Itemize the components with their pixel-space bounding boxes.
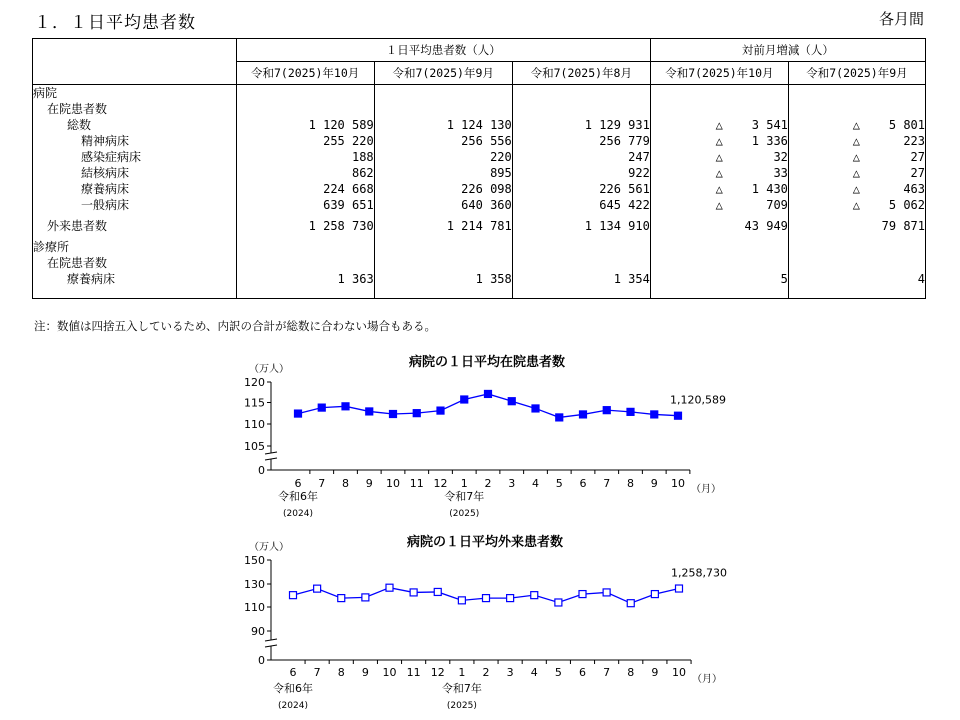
table-cell: △ 709 xyxy=(715,198,788,212)
era-year-label: (2025) xyxy=(449,509,480,519)
column-header: 令和7(2025)年8月 xyxy=(512,62,650,85)
x-tick-label: 7 xyxy=(603,666,611,679)
y-axis-label: （万人） xyxy=(249,364,289,375)
x-tick-label: 1 xyxy=(460,477,468,490)
data-point xyxy=(314,585,321,592)
data-point xyxy=(651,411,658,418)
x-tick-label: 9 xyxy=(365,477,373,490)
row-label: 在院患者数 xyxy=(47,102,108,116)
x-tick-label: 6 xyxy=(289,666,297,679)
y-axis-label: （万人） xyxy=(249,542,289,553)
table-cell: △ 463 xyxy=(852,182,925,196)
data-point xyxy=(366,408,373,415)
row-label: 療養病床 xyxy=(81,182,130,196)
table-cell: 220 xyxy=(490,150,512,164)
data-point xyxy=(483,595,490,602)
group-header-daily: １日平均患者数（人） xyxy=(236,39,650,62)
table-cell: △ 5 062 xyxy=(852,198,925,212)
x-tick-label: 12 xyxy=(433,477,448,490)
data-point xyxy=(676,585,683,592)
x-tick-label: 10 xyxy=(382,666,397,679)
x-tick-label: 8 xyxy=(342,477,349,490)
data-point xyxy=(485,390,492,397)
table-cell: 247 xyxy=(628,150,650,164)
y-tick-label: 90 xyxy=(251,625,265,638)
x-tick-label: 7 xyxy=(603,477,611,490)
x-tick-label: 1 xyxy=(458,666,466,679)
x-tick-label: 7 xyxy=(313,666,321,679)
table-cell: 1 120 589 xyxy=(308,118,374,132)
row-label: 一般病床 xyxy=(81,198,130,212)
table-cell: 1 124 130 xyxy=(446,118,512,132)
x-tick-label: 6 xyxy=(294,477,302,490)
table-cell: 862 xyxy=(351,166,374,180)
y-tick-label: 120 xyxy=(244,376,265,389)
data-point xyxy=(532,405,539,412)
x-tick-label: 3 xyxy=(508,477,516,490)
chart-title: 病院の１日平均外来患者数 xyxy=(406,535,564,550)
row-label: 診療所 xyxy=(33,240,70,254)
row-label: 療養病床 xyxy=(67,272,116,286)
x-tick-label: 9 xyxy=(650,477,658,490)
era-label: 令和7年 xyxy=(441,682,482,695)
table-cell: 256 779 xyxy=(599,134,650,148)
data-point xyxy=(461,396,468,403)
column-header: 令和7(2025)年9月 xyxy=(374,62,512,85)
footnote: 注：数値は四捨五入しているため、内訳の合計が総数に合わない場合もある。 xyxy=(34,319,437,333)
data-point xyxy=(390,411,397,418)
table-cell: 1 363 xyxy=(337,272,374,286)
table-cell: △ 27 xyxy=(852,166,925,180)
table-cell: 226 098 xyxy=(461,182,512,196)
data-point xyxy=(290,592,297,599)
data-point xyxy=(556,414,563,421)
table-cell: △ 5 801 xyxy=(852,118,925,132)
data-point xyxy=(338,595,345,602)
table-cell: 188 xyxy=(351,150,374,164)
x-tick-label: 10 xyxy=(672,666,686,679)
y-tick-label: 110 xyxy=(244,418,265,431)
column-header: 令和7(2025)年9月 xyxy=(788,62,925,85)
table-cell: 4 xyxy=(917,272,925,286)
y-tick-label: 0 xyxy=(258,464,265,477)
table-cell: 255 220 xyxy=(323,134,374,148)
x-axis-label: （月） xyxy=(692,674,722,685)
era-year-label: (2024) xyxy=(283,509,313,519)
x-tick-label: 2 xyxy=(484,477,492,490)
table-cell: 43 949 xyxy=(744,219,788,233)
x-tick-label: 2 xyxy=(482,666,490,679)
data-point xyxy=(410,589,417,596)
table-cell: △ 27 xyxy=(852,150,925,164)
x-tick-label: 6 xyxy=(579,477,587,490)
page-title: １．１日平均患者数 xyxy=(34,13,196,33)
table-cell: 5 xyxy=(780,272,788,286)
data-point xyxy=(651,591,658,598)
last-value-label: 1,120,589 xyxy=(670,393,726,407)
x-tick-label: 5 xyxy=(555,477,563,490)
era-year-label: (2024) xyxy=(278,701,308,711)
data-point xyxy=(362,594,369,601)
data-point xyxy=(580,411,587,418)
row-label: 結核病床 xyxy=(81,166,130,180)
column-header: 令和7(2025)年10月 xyxy=(650,62,788,85)
x-axis-label: （月） xyxy=(691,484,721,495)
table-cell: 256 556 xyxy=(461,134,512,148)
table-cell: 1 354 xyxy=(613,272,650,286)
y-tick-label: 130 xyxy=(244,578,265,591)
y-tick-label: 105 xyxy=(244,440,265,453)
row-label: 病院 xyxy=(33,86,58,100)
table-cell: 1 129 931 xyxy=(584,118,650,132)
column-header: 令和7(2025)年10月 xyxy=(236,62,374,85)
data-point xyxy=(555,599,562,606)
row-label: 外来患者数 xyxy=(47,219,108,233)
data-point xyxy=(603,589,610,596)
table-cell: 895 xyxy=(490,166,512,180)
data-point xyxy=(508,398,515,405)
period-label: 各月間 xyxy=(878,10,924,28)
table-cell: 640 360 xyxy=(461,198,512,212)
data-point xyxy=(627,600,634,607)
data-point xyxy=(627,408,634,415)
data-point xyxy=(434,588,441,595)
era-year-label: (2025) xyxy=(446,701,477,711)
x-tick-label: 7 xyxy=(318,477,326,490)
table-cell: △ 1 336 xyxy=(715,134,788,148)
group-header-change: 対前月増減（人） xyxy=(650,39,925,62)
data-point xyxy=(318,404,325,411)
x-tick-label: 5 xyxy=(554,666,562,679)
x-tick-label: 8 xyxy=(627,666,635,679)
table-cell: 79 871 xyxy=(881,219,925,233)
x-tick-label: 8 xyxy=(337,666,345,679)
x-tick-label: 8 xyxy=(627,477,634,490)
table-cell: △ 223 xyxy=(852,134,925,148)
row-label: 感染症病床 xyxy=(81,150,142,164)
data-point xyxy=(342,403,349,410)
table-cell: △ 32 xyxy=(715,150,788,164)
era-label: 令和7年 xyxy=(444,490,485,503)
x-tick-label: 9 xyxy=(651,666,659,679)
y-tick-label: 115 xyxy=(244,396,265,410)
x-tick-label: 9 xyxy=(361,666,369,679)
data-point xyxy=(413,410,420,417)
x-tick-label: 4 xyxy=(532,477,539,490)
x-tick-label: 6 xyxy=(579,666,586,679)
table-cell: 226 561 xyxy=(599,182,650,196)
data-point xyxy=(386,584,393,591)
table-cell: 1 258 730 xyxy=(308,219,374,233)
data-point xyxy=(458,597,465,604)
table-cell: 224 668 xyxy=(323,182,374,196)
x-tick-label: 10 xyxy=(671,477,685,490)
table-cell: △ 3 541 xyxy=(715,118,788,132)
data-point xyxy=(437,407,444,414)
table-cell: 1 134 910 xyxy=(584,219,650,233)
last-value-label: 1,258,730 xyxy=(671,566,727,580)
row-label: 精神病床 xyxy=(81,134,130,148)
table-cell: △ 1 430 xyxy=(715,182,788,196)
table-cell: 645 422 xyxy=(599,198,650,212)
row-label: 総数 xyxy=(67,118,92,132)
chart-title: 病院の１日平均在院患者数 xyxy=(408,355,566,370)
table-cell: 1 214 781 xyxy=(446,219,512,233)
table-cell: 922 xyxy=(628,166,650,180)
data-point xyxy=(507,595,514,602)
data-point xyxy=(531,592,538,599)
x-tick-label: 11 xyxy=(406,666,421,679)
x-tick-label: 11 xyxy=(409,477,424,490)
era-label: 令和6年 xyxy=(278,490,318,503)
table-cell: 1 358 xyxy=(475,272,512,286)
data-point xyxy=(675,412,682,419)
x-tick-label: 10 xyxy=(386,477,400,490)
y-tick-label: 110 xyxy=(244,601,265,614)
table-cell: 639 651 xyxy=(323,198,374,212)
x-tick-label: 4 xyxy=(530,666,538,679)
x-tick-label: 3 xyxy=(506,666,514,679)
x-tick-label: 12 xyxy=(430,666,445,679)
data-point xyxy=(579,591,586,598)
data-point xyxy=(603,407,610,414)
era-label: 令和6年 xyxy=(273,682,313,695)
y-tick-label: 150 xyxy=(244,554,265,567)
table-cell: △ 33 xyxy=(715,166,788,180)
data-point xyxy=(295,410,302,417)
row-label: 在院患者数 xyxy=(47,256,108,270)
y-tick-label: 0 xyxy=(258,654,265,667)
